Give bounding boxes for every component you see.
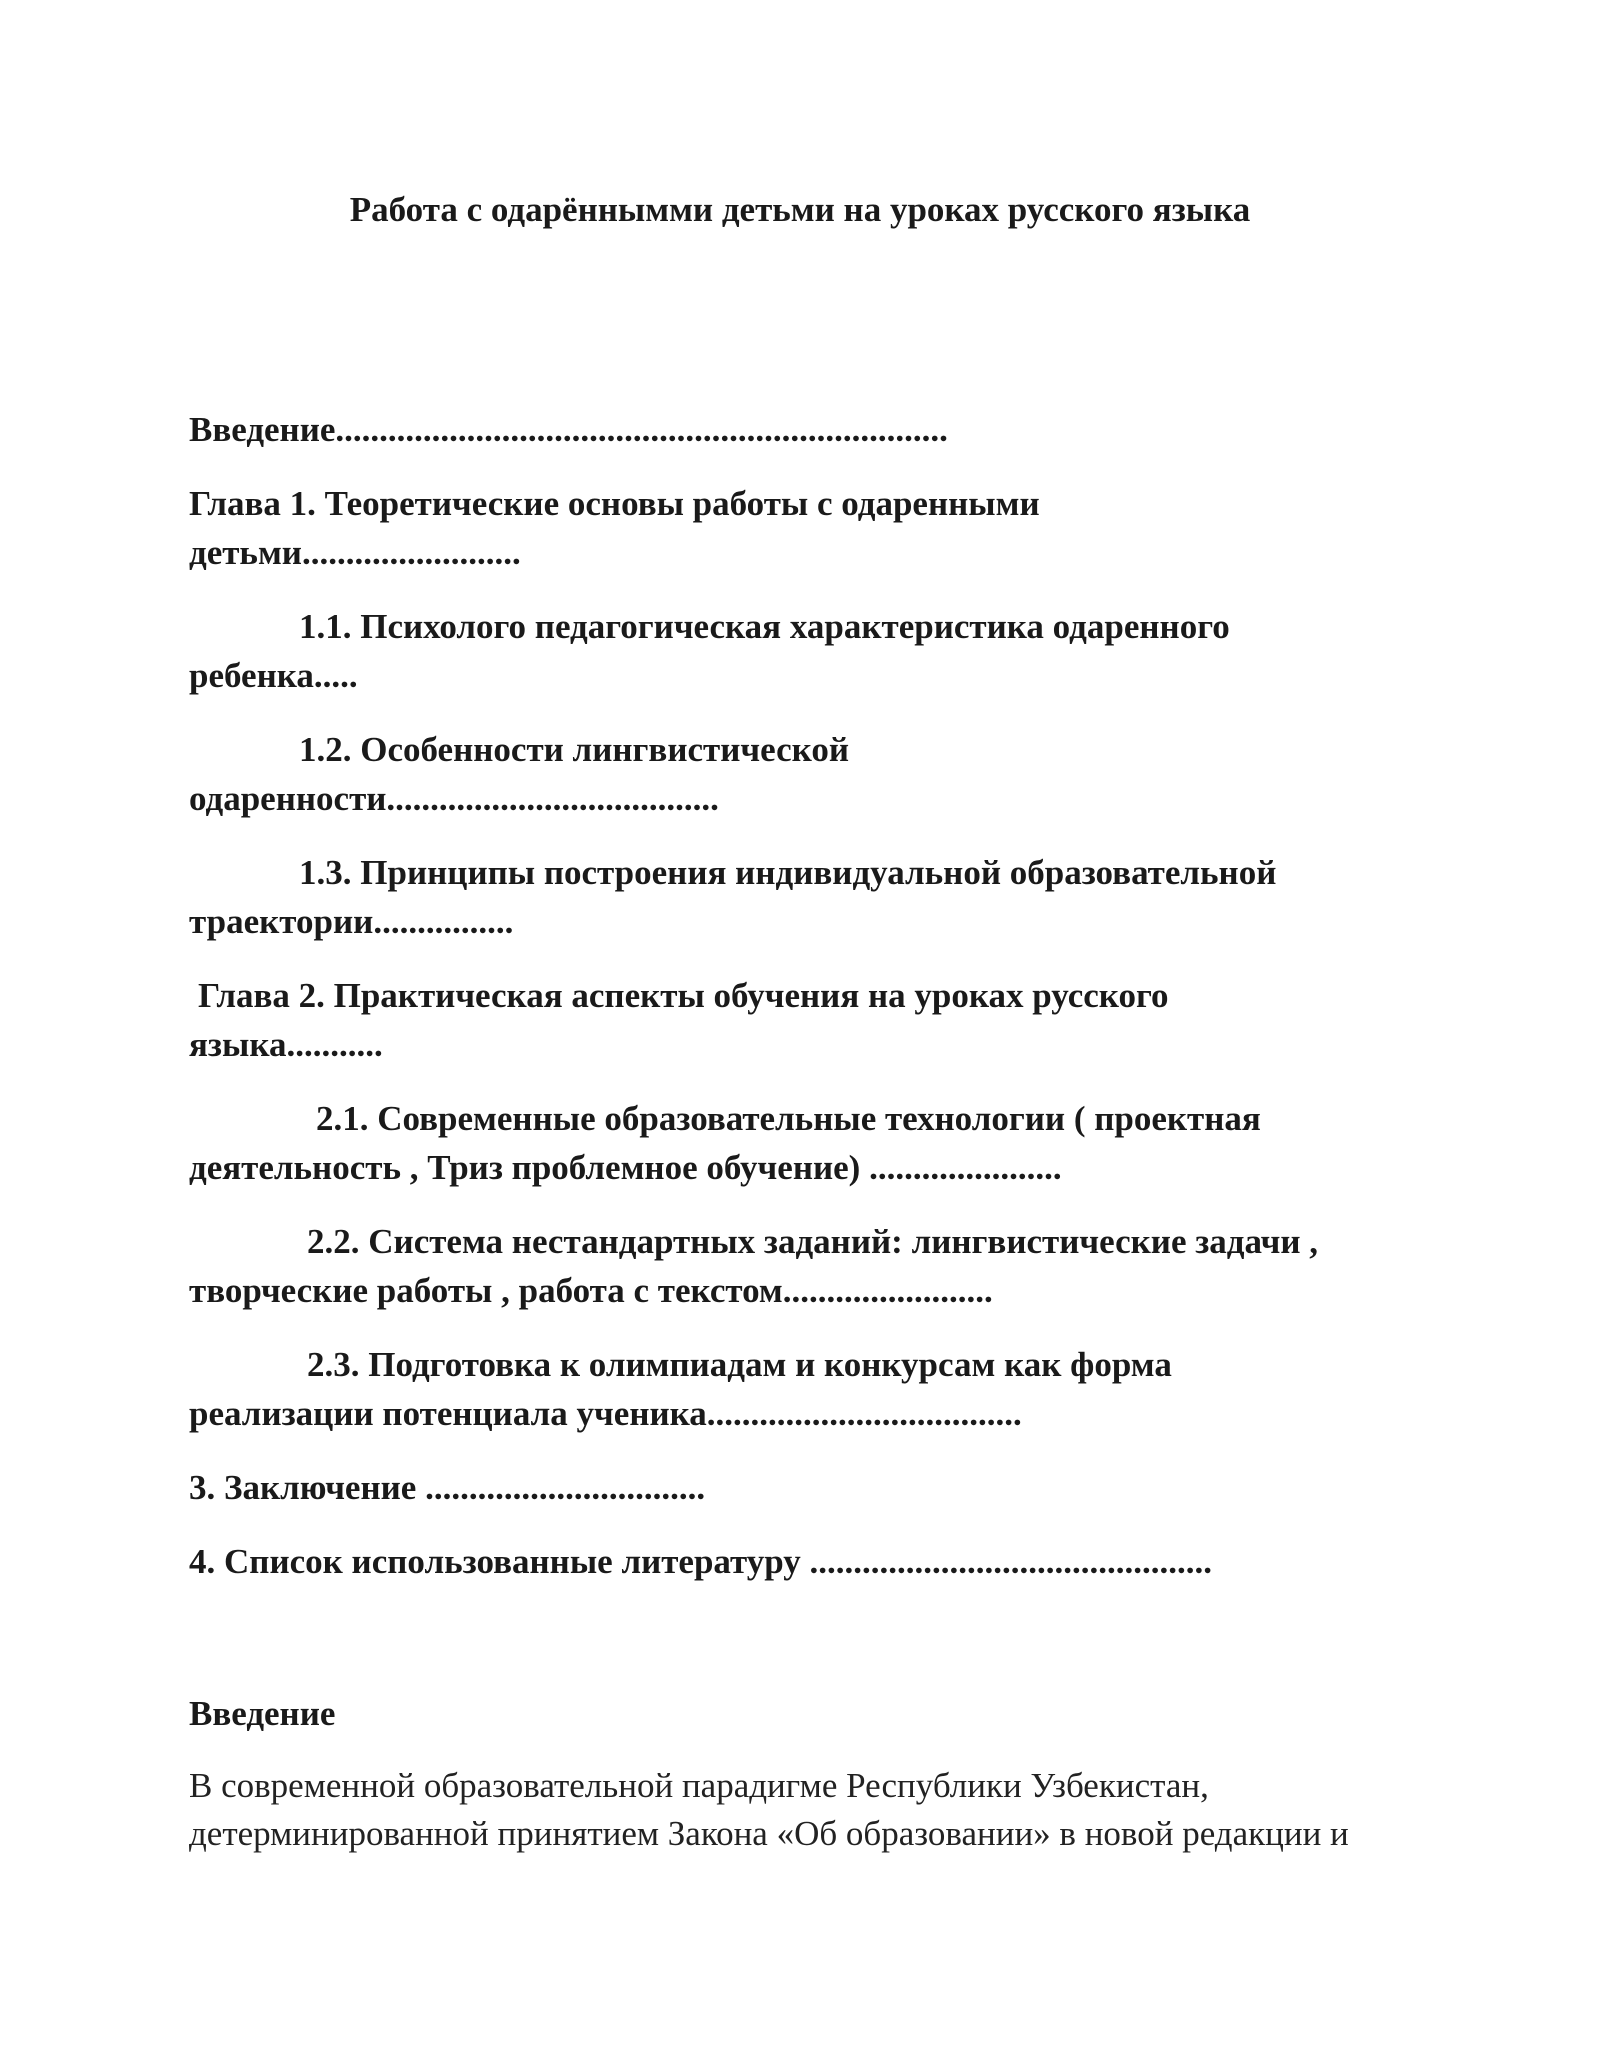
toc-entry-line: деятельность , Триз проблемное обучение) ...................... [189,1148,1062,1187]
toc-entry-line: ребенка..... [189,656,358,695]
toc-entry-line: творческие работы , работа с текстом........................ [189,1271,993,1310]
toc-entry-section-1-2 [189,725,1439,823]
toc-entry-section-1-3 [189,848,1439,946]
introduction-heading: Введение [189,1694,336,1733]
toc-entry-line: 1.3. Принципы построения индивидуальной образовательной [299,853,1277,892]
toc-entry-conclusion [189,1463,1439,1512]
toc-entry-line: 2.2. Система нестандартных заданий: лингвистические задачи , [307,1222,1319,1261]
toc-entry-line: 2.1. Современные образовательные технологии ( проектная [316,1099,1261,1138]
toc-entry-line: 4. Список использованные литературу .............................................. [189,1542,1213,1581]
toc-entry-line: одаренности...................................... [189,779,719,818]
paragraph-line: В современной образовательной парадигме Республики Узбекистан, [189,1766,1209,1805]
toc-entry-references [189,1537,1439,1586]
toc-entry-section-1-1 [189,602,1439,700]
document-title: Работа с одарённымми детьми на уроках русского языка [349,190,1251,229]
toc-entry-line: детьми......................... [189,533,521,572]
toc-entry-section-2-2 [189,1217,1439,1315]
toc-entry-chapter-2 [189,971,1439,1069]
introduction-paragraph [189,1762,1439,1858]
toc-entry-chapter-1 [189,479,1439,577]
toc-entry-line: Введение...................................................................... [189,410,948,449]
paragraph-line: детерминированной принятием Закона «Об образовании» в новой редакции и [189,1814,1349,1853]
toc-entry-section-2-1 [189,1094,1439,1192]
toc-entry-line: реализации потенциала ученика.................................... [189,1394,1022,1433]
toc-entry-line: траектории................ [189,902,514,941]
toc-entry-line: 2.3. Подготовка к олимпиадам и конкурсам как форма [307,1345,1172,1384]
toc-entry-section-2-3 [189,1340,1439,1438]
toc-entry-introduction [189,405,1439,454]
toc-entry-line: 1.2. Особенности лингвистической [299,730,849,769]
toc-entry-line: Глава 1. Теоретические основы работы с одаренными [189,484,1040,523]
toc-entry-line: 1.1. Психолого педагогическая характеристика одаренного [299,607,1230,646]
toc-entry-line: Глава 2. Практическая аспекты обучения на уроках русского [198,976,1169,1015]
toc-entry-line: 3. Заключение ................................ [189,1468,706,1507]
toc-entry-line: языка........... [189,1025,383,1064]
table-of-contents [189,405,1439,1611]
